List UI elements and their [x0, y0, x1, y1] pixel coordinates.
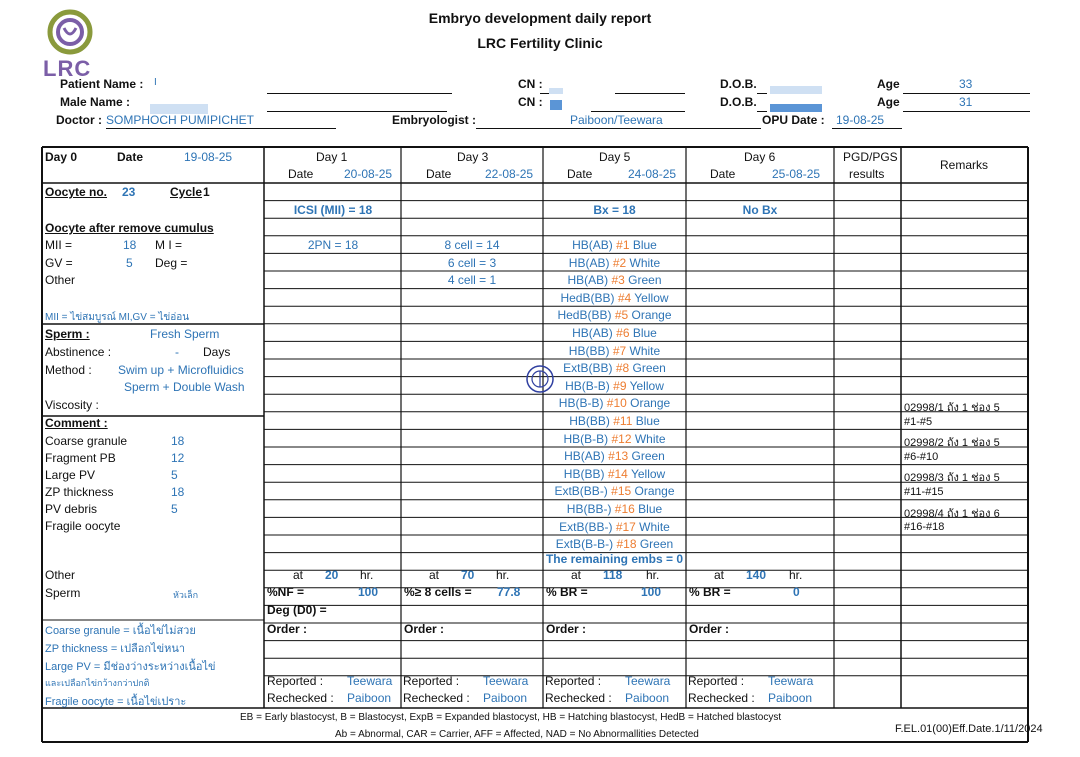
embryo-straw-color: Green — [628, 273, 662, 288]
embryo-straw-color: Green — [631, 449, 665, 464]
rechecked-by: Paiboon — [625, 691, 670, 705]
order-day6-label: Order : — [689, 622, 730, 636]
cycle-value: 1 — [203, 185, 210, 199]
rechecked-by: Paiboon — [768, 691, 813, 705]
embryo-straw-color: White — [629, 255, 661, 270]
remark-line: #11-#15 — [904, 486, 944, 498]
hours-value: 70 — [461, 568, 475, 582]
embryo-grade: HB(AB) — [567, 273, 612, 288]
oocyte-no-label: Oocyte no. — [45, 185, 108, 199]
embryo-straw-color: Blue — [632, 326, 657, 340]
embryo-number: #3 — [611, 273, 629, 288]
embryo-grade: ExtB(B-B-) — [555, 537, 617, 552]
br-d5-label: % BR = — [546, 585, 588, 599]
sperm-value: Fresh Sperm — [150, 327, 220, 341]
order-day5-label: Order : — [546, 622, 587, 636]
embryo-number: #8 — [615, 361, 633, 376]
deg-label: Deg = — [155, 256, 188, 270]
reported-label: Reported : — [267, 674, 324, 688]
remark-line: 02998/2 ถัง 1 ช่อง 5 — [904, 437, 1000, 450]
cells-label: %≥ 8 cells = — [404, 585, 472, 599]
day5-date-label: Date — [567, 167, 593, 181]
comment-label: Coarse granule — [45, 434, 128, 448]
patient-age-label: Age — [877, 77, 900, 91]
embryologist-label: Embryologist : — [392, 113, 477, 127]
rechecked-label: Rechecked : — [545, 691, 612, 705]
day5-date: 24-08-25 — [628, 167, 677, 181]
embryo-number: #15 — [611, 484, 635, 499]
embryo-row — [543, 308, 686, 322]
note-large-pv: Large PV = มีช่องว่างระหว่างเนื้อไข่ — [45, 661, 216, 673]
embryo-grade: HB(AB) — [572, 238, 617, 252]
deg-d0-label: Deg (D0) = — [267, 603, 327, 617]
sperm2-value: หัวเล็ก — [173, 590, 199, 600]
clinic-name: LRC Fertility Clinic — [477, 35, 603, 51]
other-label: Other — [45, 273, 76, 287]
abstinence-label: Abstinence : — [45, 345, 112, 359]
embryo-number: #16 — [614, 502, 639, 516]
embryo-row — [543, 432, 686, 446]
comment-label: Fragile oocyte — [45, 519, 121, 533]
mii-value: 18 — [123, 238, 137, 252]
embryo-straw-color: Green — [639, 537, 674, 552]
note-coarse-granule: Coarse granule = เนื้อไข่ไม่สวย — [45, 625, 196, 637]
day0-label: Day 0 — [45, 150, 78, 164]
order-day1-label: Order : — [267, 622, 308, 636]
footer-legend-2: Ab = Abnormal, CAR = Carrier, AFF = Affected, NAD = No Abnormallities Detected — [335, 729, 699, 740]
embryo-number: #4 — [617, 290, 635, 305]
gv-value: 5 — [126, 256, 133, 270]
embryo-straw-color: Yellow — [630, 466, 666, 481]
embryo-number: #5 — [614, 308, 632, 323]
other2-label: Other — [45, 568, 76, 582]
embryo-row — [543, 537, 686, 551]
hours-value: 20 — [325, 568, 339, 582]
day3-date-label: Date — [426, 167, 452, 181]
embryo-row — [543, 238, 686, 252]
hours-value: 118 — [603, 568, 623, 582]
embryo-number: #14 — [607, 466, 631, 481]
reported-by: Teewara — [768, 674, 814, 688]
embryo-row — [543, 379, 686, 393]
day1-date-label: Date — [288, 167, 314, 181]
hr-label: hr. — [496, 568, 510, 582]
days-label: Days — [203, 345, 231, 359]
reported-by: Teewara — [347, 674, 393, 688]
hours-value: 140 — [746, 568, 767, 582]
br-d6-label: % BR = — [689, 585, 731, 599]
opu-date-label: OPU Date : — [762, 113, 825, 127]
male-dob-label: D.O.B. — [720, 95, 757, 109]
embryo-straw-color: Blue — [635, 414, 660, 428]
remaining-embryos: The remaining embs = 0 — [545, 552, 684, 566]
comment-value: 5 — [171, 502, 178, 516]
doctor-value: SOMPHOCH PUMIPICHET — [106, 113, 255, 127]
nf-label: %NF = — [267, 585, 305, 599]
comment-value: 18 — [171, 434, 185, 448]
cycle-label: Cycle — [170, 185, 203, 199]
embryo-grade: HB(BB-) — [566, 502, 615, 516]
at-label: at — [714, 568, 725, 582]
embryo-grade: HB(BB) — [568, 343, 613, 358]
rechecked-label: Rechecked : — [267, 691, 334, 705]
patient-cn-label: CN : — [518, 77, 543, 91]
embryo-grade: ExtB(BB) — [563, 361, 616, 376]
male-age-label: Age — [877, 95, 900, 109]
embryo-row — [543, 273, 686, 287]
sperm2-label: Sperm — [45, 586, 81, 600]
remark-line: 02998/4 ถัง 1 ช่อง 6 — [904, 507, 1000, 520]
reported-by: Teewara — [625, 674, 671, 688]
comment-value: 5 — [171, 468, 178, 482]
comment-label: Comment : — [45, 416, 108, 430]
day3-line-1: 8 cell = 14 — [444, 238, 500, 252]
embryo-grade: HB(B-B) — [558, 396, 607, 411]
day1-date: 20-08-25 — [344, 167, 393, 181]
remark-line: #6-#10 — [904, 450, 939, 463]
day3-header: Day 3 — [457, 150, 489, 164]
mii-label: MII = — [45, 238, 73, 252]
day6-header: Day 6 — [744, 150, 776, 164]
br-d6-value: 0 — [793, 585, 800, 599]
logo-text: LRC — [43, 56, 92, 81]
nf-value: 100 — [358, 585, 379, 599]
day6-date: 25-08-25 — [772, 167, 821, 181]
reported-label: Reported : — [688, 674, 745, 688]
remark-line: #1-#5 — [904, 415, 933, 428]
rechecked-by: Paiboon — [347, 691, 392, 705]
embryo-number: #6 — [616, 326, 633, 340]
method-value-2: Sperm + Double Wash — [124, 380, 245, 394]
icsi-summary: ICSI (MII) = 18 — [293, 203, 373, 217]
embryo-row — [543, 467, 686, 481]
report-grid — [41, 146, 1029, 743]
hr-label: hr. — [646, 568, 660, 582]
hr-label: hr. — [789, 568, 803, 582]
reported-by: Teewara — [483, 674, 529, 688]
day3-line-2: 6 cell = 3 — [447, 256, 497, 270]
no-bx-summary: No Bx — [742, 203, 778, 217]
embryo-straw-color: White — [629, 343, 661, 358]
comment-value: 18 — [171, 485, 185, 499]
comment-value: 12 — [171, 451, 185, 465]
embryo-number: #11 — [613, 414, 636, 428]
embryo-row — [543, 344, 686, 358]
embryo-straw-color: Blue — [638, 502, 663, 516]
embryo-grade: HB(AB) — [568, 255, 613, 270]
male-name-label: Male Name : — [60, 95, 131, 109]
male-cn-label: CN : — [518, 95, 543, 109]
note-large-pv-2: และเปลือกไข่กว้างกว่าปกติ — [45, 678, 150, 688]
embryo-number: #12 — [611, 431, 635, 446]
embryo-number: #13 — [608, 449, 632, 464]
oocyte-no-value: 23 — [122, 185, 136, 199]
abstinence-value: - — [175, 345, 179, 359]
comment-label: ZP thickness — [45, 485, 114, 499]
remark-line: 02998/3 ถัง 1 ช่อง 5 — [904, 472, 1000, 485]
form-code: F.EL.01(00)Eff.Date.1/11/2024 — [895, 723, 1043, 735]
comment-label: Large PV — [45, 468, 96, 482]
sperm-label: Sperm : — [45, 327, 90, 341]
mi-label: M I = — [155, 238, 183, 252]
embryo-row — [543, 484, 686, 498]
pgd-header-2: results — [849, 167, 885, 181]
embryo-number: #18 — [616, 537, 640, 552]
comment-label: PV debris — [45, 502, 98, 516]
footer-legend-1: EB = Early blastocyst, B = Blastocyst, ExpB = Expanded blastocyst, HB = Hatching blastocyst, HedB = Hatched blastocyst — [240, 712, 782, 723]
embryo-number: #2 — [612, 255, 630, 270]
remarks-header: Remarks — [940, 158, 989, 172]
embryo-number: #1 — [616, 238, 633, 252]
mii-note: MII = ไข่สมบูรณ์ MI,GV = ไข่อ่อน — [45, 312, 190, 323]
embryo-number: #9 — [613, 378, 630, 393]
embryo-grade: ExtB(BB-) — [559, 519, 616, 534]
embryo-number: #7 — [612, 343, 630, 358]
day0-date: 19-08-25 — [184, 150, 233, 164]
embryo-row — [543, 396, 686, 410]
report-title: Embryo development daily report — [428, 10, 652, 26]
at-label: at — [293, 568, 304, 582]
embryo-grade: ExtB(BB-) — [554, 484, 612, 499]
bx-summary: Bx = 18 — [593, 203, 636, 217]
reported-label: Reported : — [403, 674, 460, 688]
day0-date-label: Date — [117, 150, 144, 164]
embryo-row — [543, 449, 686, 463]
day5-header: Day 5 — [599, 150, 631, 164]
remark-line: #16-#18 — [904, 521, 945, 534]
note-zp-thickness: ZP thickness = เปลือกไข่หนา — [45, 643, 186, 655]
embryo-grade: HedB(BB) — [557, 308, 615, 323]
cells-value: 77.8 — [497, 585, 521, 599]
embryo-grade: HB(AB) — [572, 326, 617, 340]
method-value-1: Swim up + Microfluidics — [118, 363, 244, 377]
pgd-header-1: PGD/PGS — [843, 150, 898, 164]
embryologist-value: Paiboon/Teewara — [570, 113, 663, 127]
rechecked-label: Rechecked : — [688, 691, 755, 705]
gv-label: GV = — [45, 256, 73, 270]
day3-date: 22-08-25 — [485, 167, 534, 181]
rechecked-label: Rechecked : — [403, 691, 470, 705]
embryo-row — [543, 326, 686, 340]
day1-2pn: 2PN = 18 — [307, 238, 359, 252]
day1-header: Day 1 — [316, 150, 348, 164]
order-day3-label: Order : — [404, 622, 445, 636]
remark-line: 02998/1 ถัง 1 ช่อง 5 — [904, 402, 1000, 414]
day3-line-3: 4 cell = 1 — [447, 273, 497, 287]
embryo-number: #10 — [606, 396, 631, 411]
embryo-straw-color: Blue — [632, 238, 657, 252]
embryo-straw-color: Orange — [630, 396, 671, 411]
embryo-row — [543, 502, 686, 516]
method-label: Method : — [45, 363, 92, 377]
embryo-row — [543, 361, 686, 375]
patient-dob-label: D.O.B. — [720, 77, 757, 91]
clinic-stamp-icon — [525, 364, 555, 394]
br-d5-value: 100 — [641, 585, 662, 599]
embryo-grade: HedB(BB) — [560, 290, 618, 305]
day6-date-label: Date — [710, 167, 736, 181]
patient-name-value: I — [154, 77, 157, 88]
at-label: at — [571, 568, 582, 582]
opu-date-value: 19-08-25 — [836, 113, 885, 127]
embryo-straw-color: Orange — [631, 308, 672, 323]
embryo-row — [543, 256, 686, 270]
embryo-straw-color: White — [634, 431, 666, 446]
at-label: at — [429, 568, 440, 582]
embryo-grade: HB(AB) — [564, 449, 609, 464]
embryo-straw-color: Yellow — [629, 378, 664, 393]
male-age-value: 31 — [959, 95, 973, 109]
rechecked-by: Paiboon — [483, 691, 528, 705]
patient-name-label: Patient Name : — [60, 77, 144, 91]
remove-cumulus-label: Oocyte after remove cumulus — [45, 221, 214, 235]
doctor-label: Doctor : — [56, 113, 102, 127]
comment-label: Fragment PB — [45, 451, 116, 465]
embryo-number: #17 — [615, 519, 640, 534]
embryo-row — [543, 414, 686, 428]
hr-label: hr. — [360, 568, 374, 582]
embryo-grade: HB(BB) — [563, 466, 608, 481]
embryo-grade: HB(BB) — [569, 414, 614, 428]
viscosity-label: Viscosity : — [45, 398, 99, 412]
reported-label: Reported : — [545, 674, 602, 688]
embryo-row — [543, 291, 686, 305]
embryo-grade: HB(B-B) — [563, 431, 612, 446]
embryo-straw-color: Yellow — [634, 290, 669, 305]
embryo-straw-color: White — [639, 519, 670, 534]
embryo-grade: HB(B-B) — [565, 378, 614, 393]
patient-age-value: 33 — [959, 77, 973, 91]
note-fragile-oocyte: Fragile oocyte = เนื้อไข่เปราะ — [45, 696, 187, 708]
embryo-straw-color: Green — [632, 361, 666, 376]
embryo-row — [543, 520, 686, 534]
embryo-straw-color: Orange — [634, 484, 675, 499]
